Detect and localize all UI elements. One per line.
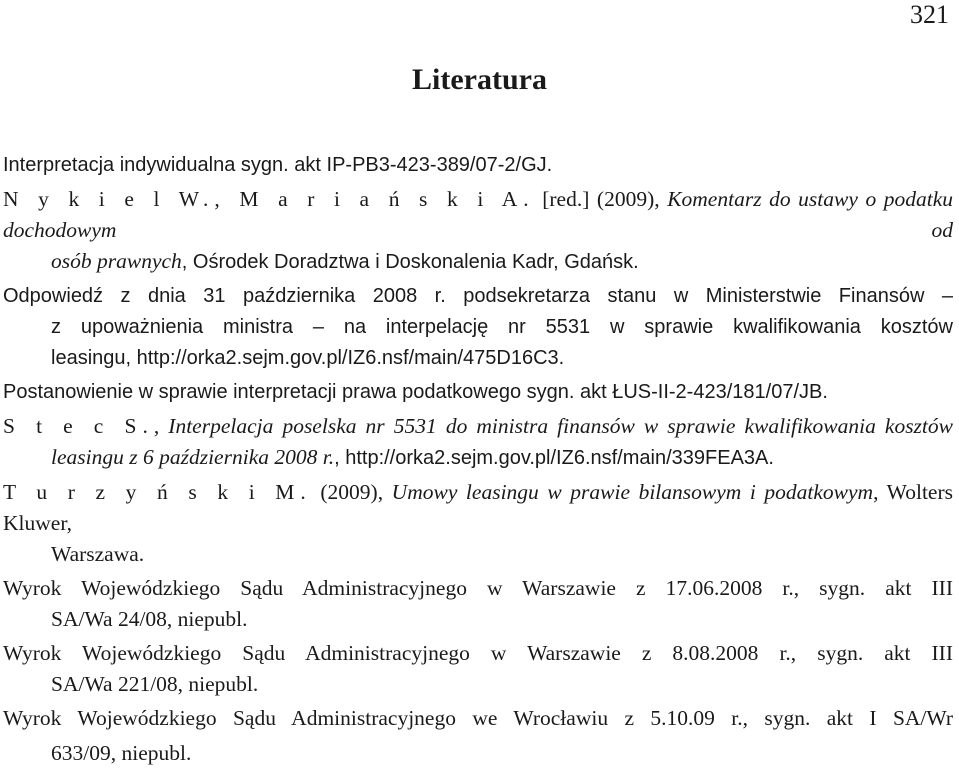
entry-line: Interpretacja indywidualna sygn. akt IP-PB3-423-389/07-2/GJ. bbox=[3, 154, 553, 176]
entry-line: Wyrok Wojewódzkiego Sądu Administracyjnego w Warszawie z 17.06.2008 r., sygn. akt III bbox=[3, 576, 953, 600]
author-name: N y k i e l W., M a r i a ń s k i A. bbox=[3, 187, 535, 211]
entry-text: (2009), bbox=[311, 480, 392, 504]
entry-line: 633/09, niepubl. bbox=[51, 741, 192, 765]
bibliography-entry bbox=[3, 638, 953, 700]
entry-text: [red.] (2009), bbox=[534, 187, 668, 211]
bibliography-entry bbox=[3, 411, 953, 474]
entry-line: Warszawa. bbox=[51, 542, 145, 566]
bibliography-entry bbox=[3, 703, 953, 769]
work-title: Interpelacja poselska nr 5531 do ministra finansów w sprawie kwalifikowania kosztów bbox=[168, 414, 953, 438]
bibliography-entry bbox=[3, 150, 953, 181]
bibliography-entry bbox=[3, 377, 953, 408]
page-number: 321 bbox=[910, 0, 949, 29]
entry-line bbox=[3, 477, 953, 539]
work-title: leasingu z 6 października 2008 r. bbox=[51, 445, 335, 469]
author-name: T u r z y ń s k i M. bbox=[3, 480, 312, 504]
page-title: Literatura bbox=[412, 63, 547, 96]
entry-line: Wyrok Wojewódzkiego Sądu Administracyjnego w Warszawie z 8.08.2008 r., sygn. akt III bbox=[3, 641, 953, 665]
entry-line bbox=[3, 184, 953, 246]
entry-line: SA/Wa 24/08, niepubl. bbox=[51, 607, 248, 631]
entry-line: Postanowienie w sprawie interpretacji prawa podatkowego sygn. akt ŁUS-II-2-423/181/07/JB. bbox=[3, 381, 828, 403]
entry-text: , bbox=[153, 414, 169, 438]
entry-line bbox=[51, 246, 953, 278]
entry-text: , Wolters Kluwer, bbox=[3, 480, 953, 535]
work-title: osób prawnych bbox=[51, 249, 182, 273]
entry-line: z upoważnienia ministra – na interpelację nr 5531 w sprawie kwalifikowania kosztów bbox=[51, 316, 953, 338]
bibliography-entry bbox=[3, 281, 953, 374]
entry-text: , Ośrodek Doradztwa i Doskonalenia Kadr, Gdańsk. bbox=[181, 251, 639, 273]
bibliography-entry bbox=[3, 184, 953, 278]
work-title: Komentarz do ustawy o podatku dochodowym od bbox=[3, 187, 954, 242]
entry-line: SA/Wa 221/08, niepubl. bbox=[51, 672, 259, 696]
entry-text: , http://orka2.sejm.gov.pl/IZ6.nsf/main/339FEA3A. bbox=[334, 447, 774, 469]
work-title: Umowy leasingu w prawie bilansowym i podatkowym bbox=[391, 480, 874, 504]
entry-line bbox=[51, 442, 953, 474]
bibliography-entry bbox=[3, 477, 953, 570]
bibliography-entry bbox=[3, 573, 953, 635]
author-name: S t e c S. bbox=[3, 414, 154, 438]
bibliography-list bbox=[3, 150, 953, 772]
entry-line: Wyrok Wojewódzkiego Sądu Administracyjnego we Wrocławiu z 5.10.09 r., sygn. akt I SA/Wr bbox=[3, 706, 953, 730]
entry-line bbox=[3, 411, 953, 442]
entry-line: leasingu, http://orka2.sejm.gov.pl/IZ6.nsf/main/475D16C3. bbox=[51, 347, 565, 369]
entry-line: Odpowiedź z dnia 31 października 2008 r. podsekretarza stanu w Ministerstwie Finansów – bbox=[3, 285, 953, 307]
